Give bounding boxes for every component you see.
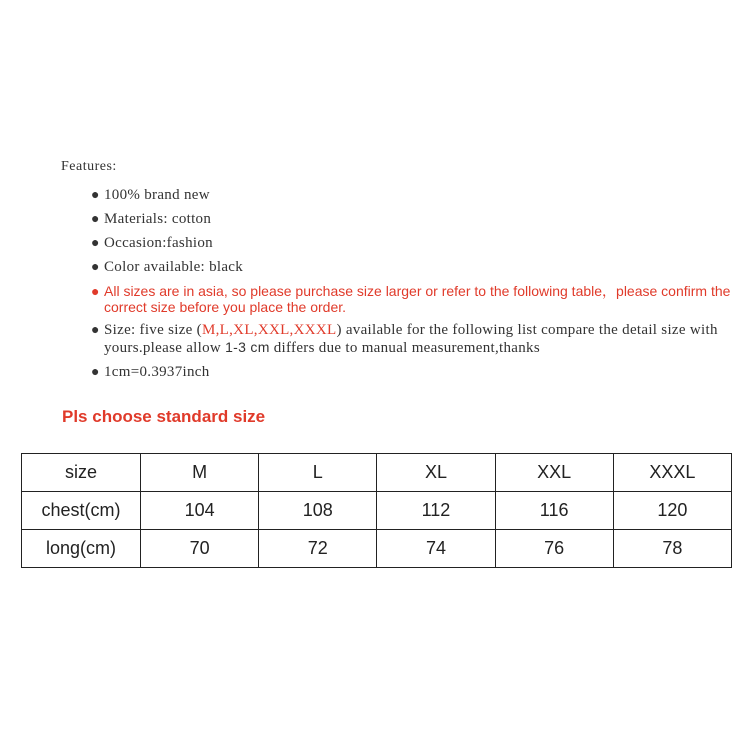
bullet-icon: ● [91, 212, 100, 227]
features-heading: Features: [61, 159, 117, 174]
feature-item-asia-sizes-warning [91, 283, 731, 315]
table-cell: 70 [141, 530, 259, 568]
table-header-cell: L [259, 454, 377, 492]
table-row-label: long(cm) [22, 530, 141, 568]
feature-item-brand-new [91, 187, 731, 204]
table-header-cell: size [22, 454, 141, 492]
bullet-icon: ● [91, 283, 100, 299]
feature-item-materials [91, 211, 731, 228]
feature-text: Occasion:fashion [104, 235, 213, 251]
feature-list [91, 187, 731, 388]
size-table [21, 453, 732, 568]
allow-range: 1-3 cm [225, 339, 270, 355]
bullet-icon: ● [91, 188, 100, 203]
table-cell: 116 [495, 492, 613, 530]
table-cell: 76 [495, 530, 613, 568]
table-row-label: chest(cm) [22, 492, 141, 530]
bullet-icon: ● [91, 323, 100, 338]
size-list: M,L,XL,XXL,XXXL [201, 322, 337, 338]
feature-text: Materials: cotton [104, 211, 212, 227]
table-header-cell: M [141, 454, 259, 492]
feature-item-size-info [91, 322, 731, 357]
feature-text: All sizes are in asia, so please purchase size larger or refer to the following table，please confirm the correct size before you place the order. [104, 283, 731, 315]
bullet-icon: ● [91, 260, 100, 275]
feature-item-color [91, 259, 731, 276]
table-header-cell: XL [377, 454, 495, 492]
bullet-icon: ● [91, 365, 100, 380]
table-cell: 72 [259, 530, 377, 568]
choose-size-heading: Pls choose standard size [62, 407, 266, 426]
table-cell: 104 [141, 492, 259, 530]
feature-text-end: differs due to manual measurement,thanks [269, 340, 540, 356]
table-row [22, 492, 732, 530]
table-header-cell: XXL [495, 454, 613, 492]
table-row [22, 530, 732, 568]
table-cell: 108 [259, 492, 377, 530]
feature-text: 100% brand new [104, 187, 210, 203]
table-header-cell: XXXL [613, 454, 731, 492]
table-cell: 120 [613, 492, 731, 530]
table-header-row [22, 454, 732, 492]
feature-text: 1cm=0.3937inch [104, 364, 210, 380]
table-cell: 112 [377, 492, 495, 530]
feature-text-after: ) available for the following list compare the detail size with yours.please allow [104, 322, 718, 356]
feature-text: Color available: black [104, 259, 244, 275]
bullet-icon: ● [91, 236, 100, 251]
table-cell: 78 [613, 530, 731, 568]
feature-item-conversion [91, 364, 731, 381]
feature-item-occasion [91, 235, 731, 252]
table-cell: 74 [377, 530, 495, 568]
feature-text-before: Size: five size ( [104, 322, 202, 338]
